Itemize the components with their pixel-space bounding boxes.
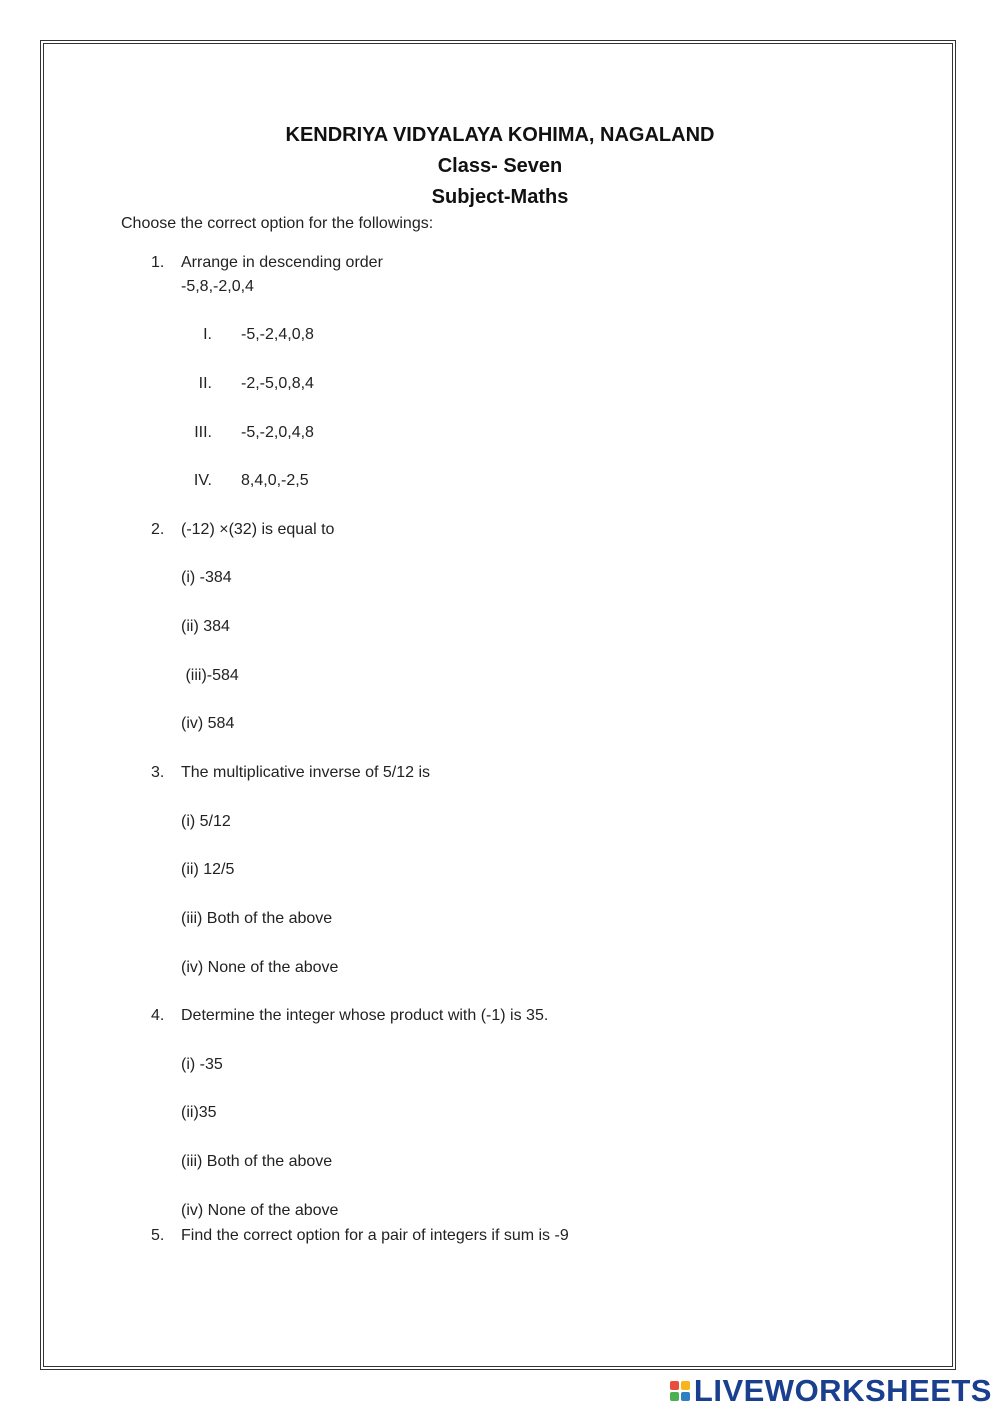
question-1-number: 1.: [151, 254, 165, 271]
liveworksheets-watermark: [670, 1373, 992, 1409]
question-1-subtext: -5,8,-2,0,4: [181, 278, 254, 295]
q1-option-4-label: IV.: [193, 472, 212, 489]
q3-option-3[interactable]: (iii) Both of the above: [181, 910, 333, 927]
q1-option-3-label: III.: [194, 424, 212, 441]
q1-option-4-text[interactable]: 8,4,0,-2,5: [241, 472, 309, 489]
page-border-inner: [43, 43, 953, 1367]
question-5-text: Find the correct option for a pair of integers if sum is -9: [181, 1227, 569, 1244]
question-3-text: The multiplicative inverse of 5/12 is: [181, 764, 430, 781]
q2-option-4[interactable]: (iv) 584: [181, 715, 235, 732]
question-1-text: Arrange in descending order: [181, 254, 383, 271]
question-4-number: 4.: [151, 1007, 165, 1024]
q1-option-1-label: I.: [203, 326, 212, 343]
q1-option-1-text[interactable]: -5,-2,4,0,8: [241, 326, 314, 343]
q4-option-3[interactable]: (iii) Both of the above: [181, 1153, 333, 1170]
school-title: KENDRIYA VIDYALAYA KOHIMA, NAGALAND: [285, 124, 715, 146]
question-4-text: Determine the integer whose product with (-1) is 35.: [181, 1007, 549, 1024]
q4-option-2[interactable]: (ii)35: [181, 1104, 217, 1121]
question-3-number: 3.: [151, 764, 165, 781]
subject-title: Subject-Maths: [431, 186, 569, 208]
q2-option-3[interactable]: (iii)-584: [181, 667, 239, 684]
q2-option-1[interactable]: (i) -384: [181, 569, 232, 586]
q3-option-1[interactable]: (i) 5/12: [181, 813, 231, 830]
q3-option-4[interactable]: (iv) None of the above: [181, 959, 339, 976]
q1-option-3-text[interactable]: -5,-2,0,4,8: [241, 424, 314, 441]
q1-option-2-text[interactable]: -2,-5,0,8,4: [241, 375, 314, 392]
question-2-number: 2.: [151, 521, 165, 538]
instruction-text: Choose the correct option for the followings:: [121, 215, 434, 232]
q1-option-2-label: II.: [198, 375, 212, 392]
q2-option-2[interactable]: (ii) 384: [181, 618, 230, 635]
q4-option-4[interactable]: (iv) None of the above: [181, 1202, 339, 1219]
class-title: Class- Seven: [437, 155, 563, 177]
q3-option-2[interactable]: (ii) 12/5: [181, 861, 235, 878]
q4-option-1[interactable]: (i) -35: [181, 1056, 223, 1073]
watermark-text: LIVEWORKSHEETS: [693, 1373, 992, 1408]
liveworksheets-logo-icon: [670, 1381, 690, 1401]
question-2-text: (-12) ×(32) is equal to: [181, 521, 335, 538]
question-5-number: 5.: [151, 1227, 165, 1244]
